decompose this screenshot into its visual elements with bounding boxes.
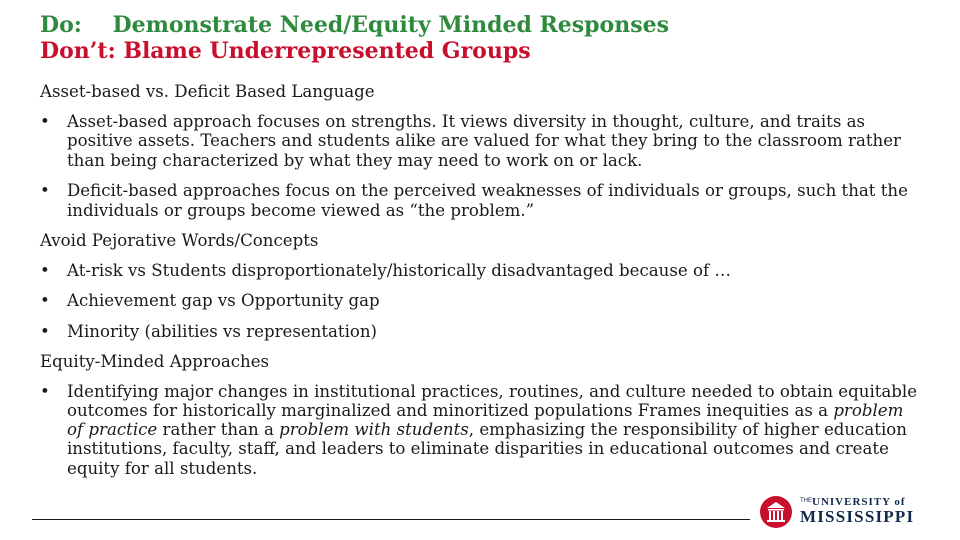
bullet-text: Minority (abilities vs representation) xyxy=(67,321,378,341)
bullet-dot: • xyxy=(40,260,50,280)
emphasis-problem-of-practice: problem of practice xyxy=(67,400,904,440)
bullet-deficit-based xyxy=(40,181,920,220)
bullet-text xyxy=(67,382,917,478)
bullet-text-part: rather than a xyxy=(157,420,280,440)
bullet-dot: • xyxy=(40,111,50,131)
slide-body xyxy=(40,82,920,489)
bullet-text-part: , emphasizing the responsibility of higher education institutions, faculty, staff, and leaders to eliminate disparities in educational outcomes and create equity for all students. xyxy=(67,420,907,478)
bullet-dot: • xyxy=(40,321,50,341)
logo-the: THE xyxy=(800,498,812,504)
bullet-dot: • xyxy=(40,291,50,310)
bullet-text-part: Identifying major changes in institutional practices, routines, and culture needed to obtain equitable outcomes for historically marginalized and minoritized populations Frames inequities as a xyxy=(67,381,918,420)
lyceum-columns-icon xyxy=(760,496,792,528)
bullet-text: Achievement gap vs Opportunity gap xyxy=(67,291,380,310)
bullet-minority xyxy=(40,322,920,342)
slide-title xyxy=(40,12,669,64)
bullet-at-risk xyxy=(40,261,920,281)
heading-equity-minded: Equity-Minded Approaches xyxy=(40,352,270,371)
bullet-dot: • xyxy=(40,381,50,401)
bullet-text: Deficit-based approaches focus on the perceived weaknesses of individuals or groups, such that the individuals or groups become viewed as “the problem.” xyxy=(67,181,908,220)
bullet-text: Asset-based approach focuses on strengths. It views diversity in thought, culture, and traits as positive assets. Teachers and students alike are valued for what they bring to the classroom rather than being characterized by what they may need to work on or lack. xyxy=(67,111,901,170)
bullet-achievement-gap xyxy=(40,291,920,311)
title-dont-line: Don’t: Blame Underrepresented Groups xyxy=(40,38,531,64)
university-logo xyxy=(760,496,930,530)
heading-pejorative: Avoid Pejorative Words/Concepts xyxy=(40,231,319,250)
logo-university-of: UNIVERSITY of xyxy=(812,496,906,508)
title-do-line: Do: Demonstrate Need/Equity Minded Responses xyxy=(40,12,669,38)
logo-mississippi: MISSISSIPPI xyxy=(800,507,915,526)
emphasis-problem-with-students: problem with students xyxy=(279,420,469,440)
bullet-dot: • xyxy=(40,181,50,200)
bullet-equity-approach xyxy=(40,382,920,478)
footer-divider xyxy=(32,519,750,520)
heading-asset-based: Asset-based vs. Deficit Based Language xyxy=(40,82,375,101)
bullet-asset-based xyxy=(40,112,920,171)
bullet-text: At-risk vs Students disproportionately/historically disadvantaged because of … xyxy=(67,260,731,280)
